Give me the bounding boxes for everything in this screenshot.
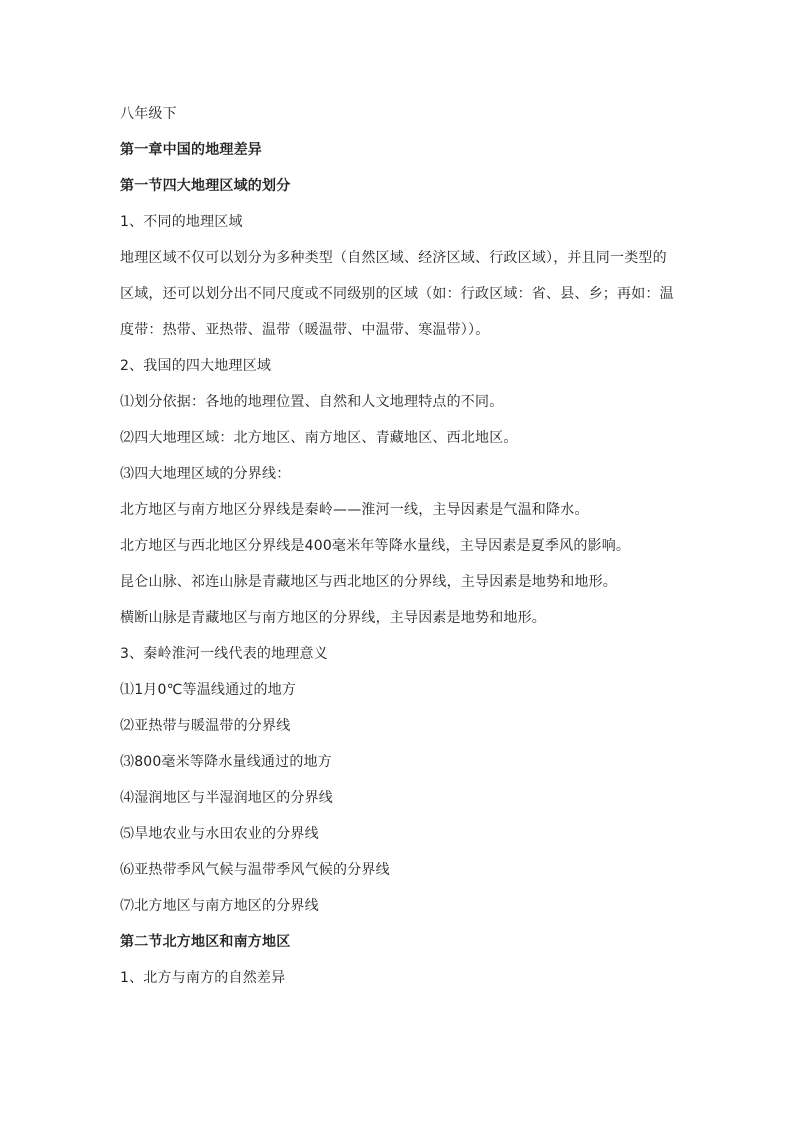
section-title: 第二节北方地区和南方地区 [120,934,291,950]
list-item: ⑶四大地理区域的分界线： [120,466,291,482]
chapter-title: 第一章中国的地理差异 [120,142,262,158]
paragraph-line: 北方地区与南方地区分界线是秦岭——淮河一线，主导因素是气温和降水。 [120,502,589,518]
grade-label: 八年级下 [120,106,177,122]
paragraph-line: 度带：热带、亚热带、温带（暖温带、中温带、寒温带））。 [120,322,490,338]
paragraph-line: 横断山脉是青藏地区与南方地区的分界线，主导因素是地势和地形。 [120,610,546,626]
paragraph-line: 昆仑山脉、祁连山脉是青藏地区与西北地区的分界线，主导因素是地势和地形。 [120,574,617,590]
paragraph-line: 区域，还可以划分出不同尺度或不同级别的区域（如：行政区域：省、县、乡；再如：温 [120,286,674,302]
subheading: 1、北方与南方的自然差异 [120,970,286,986]
list-item: ⑹亚热带季风气候与温带季风气候的分界线 [120,862,390,878]
subheading: 2、我国的四大地理区域 [120,358,272,374]
paragraph-line: 北方地区与西北地区分界线是400毫米年等降水量线，主导因素是夏季风的影响。 [120,538,631,554]
list-item: ⑵四大地理区域：北方地区、南方地区、青藏地区、西北地区。 [120,430,518,446]
paragraph-line: 地理区域不仅可以划分为多种类型（自然区域、经济区域、行政区域），并且同一类型的 [120,250,667,266]
list-item: ⑵亚热带与暖温带的分界线 [120,718,291,734]
list-item: ⑷湿润地区与半湿润地区的分界线 [120,790,333,806]
subheading: 1、不同的地理区域 [120,214,243,230]
section-title: 第一节四大地理区域的划分 [120,178,291,194]
list-item: ⑸旱地农业与水田农业的分界线 [120,826,319,842]
list-item: ⑺北方地区与南方地区的分界线 [120,898,319,914]
subheading: 3、秦岭淮河一线代表的地理意义 [120,646,328,662]
list-item: ⑴划分依据：各地的地理位置、自然和人文地理特点的不同。 [120,394,504,410]
list-item: ⑴1月0℃等温线通过的地方 [120,682,297,698]
list-item: ⑶800毫米等降水量线通过的地方 [120,754,332,770]
